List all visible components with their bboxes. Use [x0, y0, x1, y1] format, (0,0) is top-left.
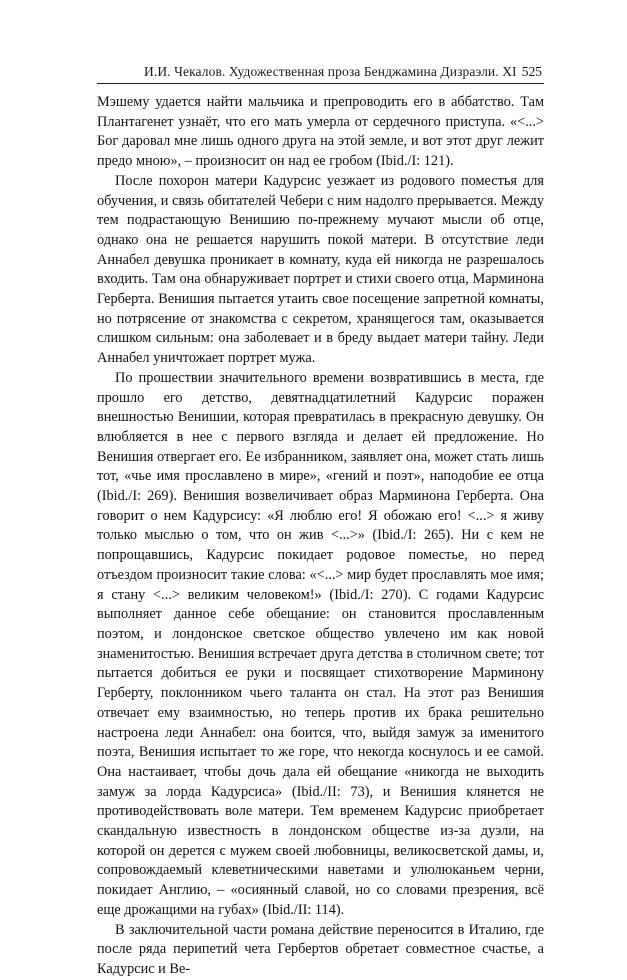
paragraph: После похорон матери Кадурсис уезжает из родового поместья для обучения, и связь обитателей Чебери с ним надолго прерывается. Между тем подрастающую Венишию по-прежнему мучают мысли об отце, однако она не решается нарушить покой матери. В отсутствие леди Аннабел девушка проникает в комнату, куда ей никогда не разрешалось входить. Там она обнаруживает портрет и стихи своего отца, Марминона Герберта. Венишия пытается утаить свое посещение запретной комнаты, но потрясение от знакомства с секретом, хранящегося там, оказывается слишком сильным: она заболевает и в бреду выдает матери тайну. Леди Аннабел уничтожает портрет мужа. [97, 172, 544, 367]
running-title: И.И. Чекалов. Художественная проза Бенджамина Дизраэли. XI [144, 64, 517, 79]
running-header [97, 62, 544, 82]
paragraph: По прошествии значительного времени возвратившись в места, где прошло его детство, девятнадцатилетний Кадурсис поражен внешностью Венишии, которая превратилась в прекрасную девушку. Он влюбляется в нее с первого взгляда и делает ей предложение. Но Венишия отвергает его. Ее избранником, заявляет она, может стать лишь тот, «чье имя прославлено в мире», «гений и поэт», наподобие ее отца (Ibid./I: 269). Венишия возвеличивает образ Марминона Герберта. Она говорит о нем Кадурсису: «Я люблю его! Я обожаю его! <...> я живу только мыслью о том, что он жив <...>» (Ibid./I: 265). Ни с кем не попрощавшись, Кадурсис покидает родовое поместье, но перед отъездом произносит такие слова: «<...> мир будет прославлять мое имя; я стану <...> великим человеком!» (Ibid./I: 270). С годами Кадурсис выполняет данное себе обещание: он становится прославленным поэтом, и лондонское светское общество увлечено им как новой знаменитостью. Венишия встречает друга детства в столичном свете; тот пытается добиться ее руки и посвящает стихотворение Марминону Герберту, поклонником чьего таланта он стал. На этот раз Венишия отвечает ему взаимностью, но теперь против их брака решительно настроена леди Аннабел: она боится, что, выйдя замуж за именитого поэта, Венишия испытает то же горе, что некогда коснулось и ее самой. Она настаивает, чтобы дочь дала ей обещание «никогда не выходить замуж за лорда Кадурсиса» (Ibid./II: 73), и Венишия клянется не противодействовать воле матери. Тем временем Кадурсис приобретает скандальную известность в лондонском обществе из-за дуэли, на которой он дерется с мужем своей любовницы, великосветской дамы, и, сопровождаемый клеветническими наветами и улюлюканьем черни, покидает Англию, – «осиянный славой, но со словами презрения, всё еще дрожащими на губах» (Ibid./II: 114). [97, 369, 544, 918]
page-number: 525 [521, 64, 542, 79]
paragraph: В заключительной части романа действие переносится в Италию, где после ряда перипетий чета Гербертов обретает совместное счастье, а Кадурсис и Ве- [97, 921, 544, 977]
header-rule [97, 83, 544, 84]
body-text [97, 93, 544, 980]
paragraph: Мэшему удается найти мальчика и препроводить его в аббатство. Там Плантагенет узнаёт, что его мать умерла от сердечного приступа. «<...> Бог даровал мне лишь одного друга на этой земле, и вот этот друг лежит предо мною», – произносит он над ее гробом (Ibid./I: 121). [97, 94, 544, 170]
